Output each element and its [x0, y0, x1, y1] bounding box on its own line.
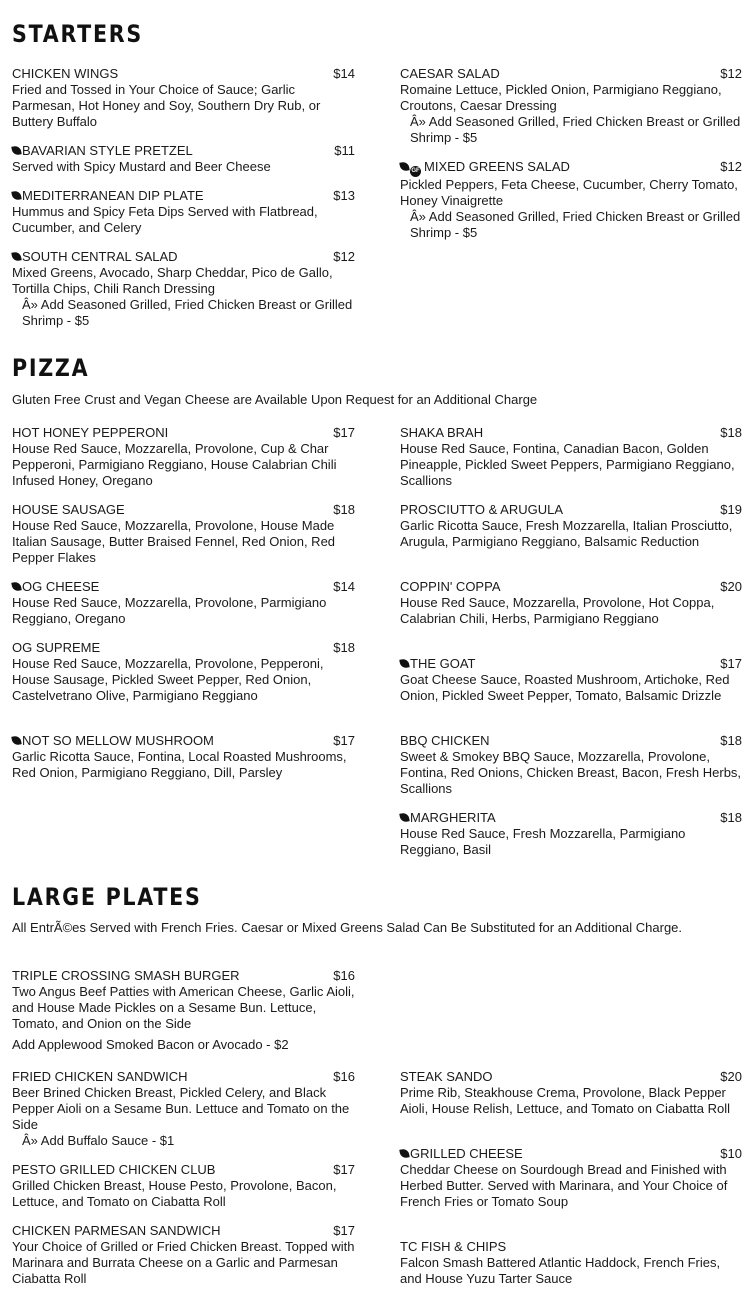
item-description: House Red Sauce, Mozzarella, Provolone, Pepperoni, House Sausage, Pickled Sweet Pepper, Red Onion, Castelvetrano Olive, Parmigiano Reggiano: [12, 656, 324, 703]
item-price: $17: [333, 733, 355, 748]
section-note-large-plates: All EntrÃ©es Served with French Fries. Caesar or Mixed Greens Salad Can Be Substituted for an Additional Charge.: [12, 920, 683, 935]
item-price: $12: [333, 249, 355, 264]
item-description: Goat Cheese Sauce, Roasted Mushroom, Artichoke, Red Onion, Pickled Sweet Pepper, Tomato, Balsamic Drizzle: [400, 672, 730, 703]
menu-item-bbq-chicken: [400, 733, 742, 797]
item-name: OG SUPREME: [12, 640, 101, 655]
menu-item-bavarian-pretzel: [12, 143, 355, 175]
item-description: Prime Rib, Steakhouse Crema, Provolone, Black Pepper Aioli, House Relish, Lettuce, and Tomato on Ciabatta Roll: [400, 1085, 731, 1116]
item-price: $12: [720, 66, 742, 81]
item-price: $18: [720, 425, 742, 440]
item-price: $10: [720, 1146, 742, 1161]
item-name: GRILLED CHEESE: [410, 1146, 523, 1161]
item-price: $11: [334, 143, 355, 158]
menu-item-margherita: [400, 810, 742, 858]
menu-item-caesar-salad: [400, 66, 742, 146]
item-addon: Â» Add Seasoned Grilled, Fried Chicken Breast or Grilled Shrimp - $5: [410, 209, 741, 240]
item-description: Two Angus Beef Patties with American Cheese, Garlic Aioli, and House Made Pickles on a Sesame Bun. Lettuce, Tomato, and Onion on the Side: [12, 984, 355, 1031]
menu-item-south-central-salad: [12, 249, 355, 329]
item-name: COPPIN' COPPA: [400, 579, 501, 594]
item-description: Romaine Lettuce, Pickled Onion, Parmigiano Reggiano, Croutons, Caesar Dressing: [400, 82, 722, 113]
item-price: $18: [720, 733, 742, 748]
menu-item-prosciutto-arugula: [400, 502, 742, 550]
item-price: $14: [333, 66, 355, 81]
item-price: $20: [720, 579, 742, 594]
item-price: $17: [333, 1162, 355, 1177]
section-note-pizza: Gluten Free Crust and Vegan Cheese are Available Upon Request for an Additional Charge: [12, 392, 538, 407]
item-name: TRIPLE CROSSING SMASH BURGER: [12, 968, 240, 983]
item-price: $13: [333, 188, 355, 203]
item-price: $20: [720, 1069, 742, 1084]
item-price: $18: [333, 502, 355, 517]
item-description: Pickled Peppers, Feta Cheese, Cucumber, Cherry Tomato, Honey Vinaigrette: [400, 177, 738, 208]
item-name: NOT SO MELLOW MUSHROOM: [22, 733, 214, 748]
item-name: BBQ CHICKEN: [400, 733, 490, 748]
menu-item-mediterranean-dip: [12, 188, 355, 236]
item-price: $12: [720, 159, 742, 174]
menu-item-coppin-coppa: [400, 579, 742, 627]
item-description: Falcon Smash Battered Atlantic Haddock, French Fries, and House Yuzu Tarter Sauce: [400, 1255, 721, 1286]
item-price: $17: [333, 1223, 355, 1238]
menu-item-chicken-wings: [12, 66, 355, 130]
item-description: Fried and Tossed in Your Choice of Sauce; Garlic Parmesan, Hot Honey and Soy, Southern Dry Rub, or Buttery Buffalo: [12, 82, 321, 129]
item-description: Served with Spicy Mustard and Beer Cheese: [12, 159, 271, 174]
menu-item-pesto-chicken-club: [12, 1162, 355, 1210]
item-name: HOUSE SAUSAGE: [12, 502, 125, 517]
menu-item-chicken-parmesan: [12, 1223, 355, 1287]
vegetarian-leaf-icon: [11, 581, 21, 591]
item-price: $18: [720, 810, 742, 825]
item-name: CAESAR SALAD: [400, 66, 500, 81]
item-description: Garlic Ricotta Sauce, Fontina, Local Roasted Mushrooms, Red Onion, Parmigiano Reggiano, Dill, Parsley: [12, 749, 347, 780]
item-description: Sweet & Smokey BBQ Sauce, Mozzarella, Provolone, Fontina, Red Onions, Chicken Breast, Bacon, Fresh Herbs, Scallions: [400, 749, 742, 796]
item-price: $17: [333, 425, 355, 440]
item-description: House Red Sauce, Fontina, Canadian Bacon, Golden Pineapple, Pickled Sweet Peppers, Parmigiano Reggiano, Scallions: [400, 441, 735, 488]
menu-item-not-so-mellow-mushroom: [12, 733, 355, 781]
section-title-pizza: PIZZA: [12, 354, 90, 382]
item-name: HOT HONEY PEPPERONI: [12, 425, 169, 440]
vegetarian-leaf-icon: [11, 190, 21, 200]
item-extra: Add Applewood Smoked Bacon or Avocado - $2: [12, 1037, 289, 1052]
item-name: CHICKEN WINGS: [12, 66, 119, 81]
menu-item-mixed-greens-salad: [400, 159, 742, 241]
item-description: Garlic Ricotta Sauce, Fresh Mozzarella, Italian Prosciutto, Arugula, Parmigiano Reggiano, Balsamic Reduction: [400, 518, 733, 549]
item-price: $16: [333, 968, 355, 983]
item-description: House Red Sauce, Mozzarella, Provolone, Cup & Char Pepperoni, Parmigiano Reggiano, House Calabrian Chili Infused Honey, Oregano: [12, 441, 337, 488]
item-description: Beer Brined Chicken Breast, Pickled Celery, and Black Pepper Aioli on a Sesame Bun. Lettuce and Tomato on the Side: [12, 1085, 350, 1132]
item-name: MIXED GREENS SALAD: [424, 159, 570, 174]
item-name: CHICKEN PARMESAN SANDWICH: [12, 1223, 221, 1238]
item-name: BAVARIAN STYLE PRETZEL: [22, 143, 193, 158]
vegetarian-leaf-icon: [399, 658, 409, 668]
menu-item-og-cheese: [12, 579, 355, 627]
item-description: Hummus and Spicy Feta Dips Served with Flatbread, Cucumber, and Celery: [12, 204, 318, 235]
vegetarian-leaf-icon: [399, 161, 409, 171]
item-name: MEDITERRANEAN DIP PLATE: [22, 188, 204, 203]
menu-item-fried-chicken-sandwich: [12, 1069, 355, 1149]
section-title-large-plates: LARGE PLATES: [12, 883, 202, 911]
menu-item-og-supreme: [12, 640, 355, 704]
vegetarian-leaf-icon: [11, 251, 21, 261]
menu-item-shaka-brah: [400, 425, 742, 489]
item-name: STEAK SANDO: [400, 1069, 493, 1084]
item-price: $14: [333, 579, 355, 594]
gluten-free-icon: GF: [410, 166, 421, 177]
item-price: $17: [720, 656, 742, 671]
item-name: MARGHERITA: [410, 810, 496, 825]
vegetarian-leaf-icon: [11, 735, 21, 745]
menu-item-house-sausage: [12, 502, 355, 566]
vegetarian-leaf-icon: [399, 1148, 409, 1158]
menu-item-smash-burger: [12, 968, 355, 1053]
menu-item-grilled-cheese: [400, 1146, 742, 1210]
vegetarian-leaf-icon: [399, 812, 409, 822]
item-name: FRIED CHICKEN SANDWICH: [12, 1069, 188, 1084]
menu-item-tc-fish-chips: [400, 1239, 742, 1287]
item-description: House Red Sauce, Fresh Mozzarella, Parmigiano Reggiano, Basil: [400, 826, 686, 857]
section-title-starters: STARTERS: [12, 20, 143, 48]
item-name: PESTO GRILLED CHICKEN CLUB: [12, 1162, 216, 1177]
item-description: Mixed Greens, Avocado, Sharp Cheddar, Pico de Gallo, Tortilla Chips, Chili Ranch Dressing: [12, 265, 333, 296]
item-name: SOUTH CENTRAL SALAD: [22, 249, 178, 264]
item-name: SHAKA BRAH: [400, 425, 484, 440]
item-description: House Red Sauce, Mozzarella, Provolone, Hot Coppa, Calabrian Chili, Herbs, Parmigiano Reggiano: [400, 595, 715, 626]
item-description: House Red Sauce, Mozzarella, Provolone, Parmigiano Reggiano, Oregano: [12, 595, 327, 626]
item-price: $16: [333, 1069, 355, 1084]
item-name: PROSCIUTTO & ARUGULA: [400, 502, 564, 517]
item-description: Grilled Chicken Breast, House Pesto, Provolone, Bacon, Lettuce, and Tomato on Ciabatta Roll: [12, 1178, 337, 1209]
item-price: $18: [333, 640, 355, 655]
item-name: OG CHEESE: [22, 579, 100, 594]
menu-item-steak-sando: [400, 1069, 742, 1117]
menu-item-the-goat: [400, 656, 742, 704]
item-addon: Â» Add Seasoned Grilled, Fried Chicken Breast or Grilled Shrimp - $5: [410, 114, 741, 145]
item-name: THE GOAT: [410, 656, 476, 671]
item-description: House Red Sauce, Mozzarella, Provolone, House Made Italian Sausage, Butter Braised Fennel, Red Onion, Red Pepper Flakes: [12, 518, 336, 565]
item-description: Cheddar Cheese on Sourdough Bread and Finished with Herbed Butter. Served with Marinara, and Your Choice of French Fries or Tomato Soup: [400, 1162, 728, 1209]
item-addon: Â» Add Seasoned Grilled, Fried Chicken Breast or Grilled Shrimp - $5: [22, 297, 353, 328]
vegetarian-leaf-icon: [11, 145, 21, 155]
item-description: Your Choice of Grilled or Fried Chicken Breast. Topped with Marinara and Burrata Cheese on a Garlic and Parmesan Ciabatta Roll: [12, 1239, 355, 1286]
item-addon: Â» Add Buffalo Sauce - $1: [22, 1133, 175, 1148]
item-name: TC FISH & CHIPS: [400, 1239, 507, 1254]
menu-item-hot-honey-pepperoni: [12, 425, 355, 489]
item-price: $19: [720, 502, 742, 517]
